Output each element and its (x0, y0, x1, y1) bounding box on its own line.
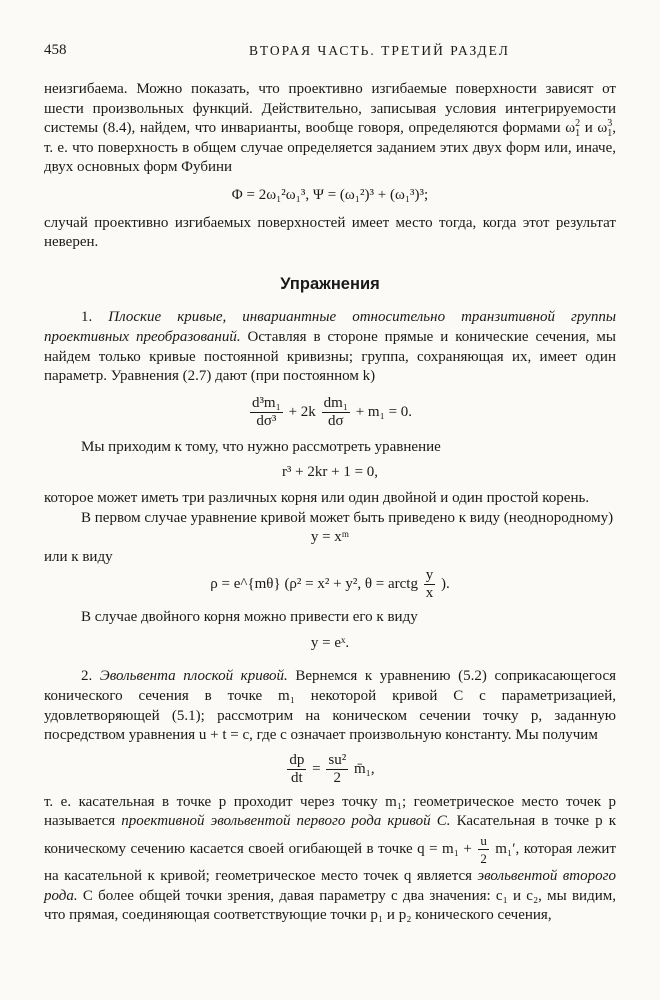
para8-frac-den: 2 (480, 851, 487, 867)
eq5-left: ρ = e^{mθ} (ρ² = x² + y², θ = arctg (210, 576, 418, 593)
para8-a: т. е. касательная в точке p проходит через точку m₁; геометрическое место точек p называется (44, 793, 616, 830)
section-title: Упражнения (280, 274, 380, 293)
exercise-2-text: Вернемся к уравнению (5.2) соприкасающегося конического сечения в точке m₁ некоторой кривой C с параметризацией, удовлетворяющей (5.1); рассмотрим на коническом сечении точку p, заданную посредством уравнения u + t = c, где c означает произвольную константу. Мы получим (44, 668, 616, 744)
paragraph-case: случай проективно изгибаемых поверхностей имеет место тогда, когда этот результат неверен. (44, 214, 616, 251)
paragraph-involute (44, 793, 616, 926)
page-header (44, 42, 614, 62)
equation-spiral (44, 567, 616, 602)
paragraph-double-root: В случае двойного корня можно привести его к виду (81, 609, 418, 626)
paragraph-intro: неизгибаема. Можно показать, что проективно изгибаемые поверхности зависят от шести произвольных функций. Действительно, записывая условия интегрируемости системы (8.4), найдем, что инварианты, вообще говоря, определяются формами $\omega_1^2$ и $\omega_1^3$, т. е. что поверхность в общем случае определяется заданием этих двух форм или, иначе, двух основных форм Фубини (44, 81, 616, 176)
exercise-2 (44, 667, 616, 745)
eq7-den2: 2 (333, 769, 342, 786)
paragraph-first-case: В первом случае уравнение кривой может быть приведено к виду (неоднородному) (81, 509, 614, 526)
eq5-num: y (425, 567, 434, 584)
eq2-tail: + m₁ = 0. (355, 403, 413, 420)
equation-exponential: y = eˣ. (310, 634, 350, 651)
eq7-tail: m̄₁, (353, 760, 375, 777)
para8-frac-num: u (480, 833, 487, 849)
eq7-den1: dt (291, 769, 303, 786)
exercise-1-title: Плоские кривые, инвариантные относительно транзитивной группы проективных преобразований. (44, 309, 617, 345)
exercise-2-title: Эвольвента плоской кривой. (99, 668, 288, 685)
paragraph-intro-text-3: , т. е. что поверхность в общем случае определяется заданием этих двух форм или, иначе, двух основных форм Фубини (44, 120, 616, 176)
eq2-den1: dσ³ (256, 412, 277, 429)
eq7-num2: su² (328, 751, 347, 768)
paragraph-intro-text-2: и ω (580, 120, 608, 137)
eq5-right: ). (440, 576, 450, 593)
eq7-eq: = (312, 760, 321, 777)
exercise-1 (44, 308, 616, 386)
equation-power: y = xᵐ (310, 529, 350, 546)
exercise-2-number: 2. (81, 668, 93, 685)
para8-c: Касательная в точке p к коническому сечению касается своей огибающей в точке q = m₁ + (44, 813, 616, 857)
eq7-num1: dp (289, 751, 305, 768)
eq2-den2: dσ (327, 412, 344, 429)
eq2-num1: d³m₁ (251, 394, 281, 411)
paragraph-or: или к виду (44, 548, 113, 565)
paragraph-consider: Мы приходим к тому, что нужно рассмотреть уравнение (81, 438, 441, 455)
eq2-mid: + 2k (288, 403, 316, 420)
eq2-num2: dm₁ (323, 394, 348, 411)
paragraph-intro-text: неизгибаема. Можно показать, что проективно изгибаемые поверхности зависят от шести произвольных функций. Действительно, записывая условия интегрируемости системы (8.4), найдем, что инварианты, вообще говоря, определяются формами ω (44, 81, 616, 137)
equation-curvature (44, 395, 616, 430)
para8-f: С более общей точки зрения, давая параметру c два значения: c₁ и c₂, мы видим, что прямая, соединяющая соответствующие точки p₁ и p₂ конического сечения, (44, 887, 616, 924)
eq5-den: x (425, 585, 434, 602)
equation-derivative (44, 752, 616, 787)
page-body (44, 80, 616, 926)
page-number: 458 (44, 42, 67, 58)
paragraph-roots: которое может иметь три различных корня или один двойной и один простой корень. (44, 489, 590, 506)
exercise-1-text: Оставляя в стороне прямые и конические сечения, мы найдем только кривые постоянной кривизны; группа, сохраняющая их, имеет один параметр. Уравнения (2.7) дают (при постоянном k) (44, 328, 616, 385)
equation-fubini-forms: Φ = 2ω₁²ω₁³, Ψ = (ω₁²)³ + (ω₁³)³; (231, 186, 429, 203)
exercise-1-number: 1. (81, 309, 93, 326)
running-title: ВТОРАЯ ЧАСТЬ. ТРЕТИЙ РАЗДЕЛ (249, 43, 510, 58)
para8-d: m₁′, которая лежит на касательной к кривой; геометрическое место точек q является (44, 840, 617, 885)
equation-cubic: r³ + 2kr + 1 = 0, (281, 464, 379, 481)
para8-b: проективной эвольвентой первого рода кривой C. (121, 813, 451, 830)
para8-e: эвольвентой второго рода. (44, 868, 616, 904)
